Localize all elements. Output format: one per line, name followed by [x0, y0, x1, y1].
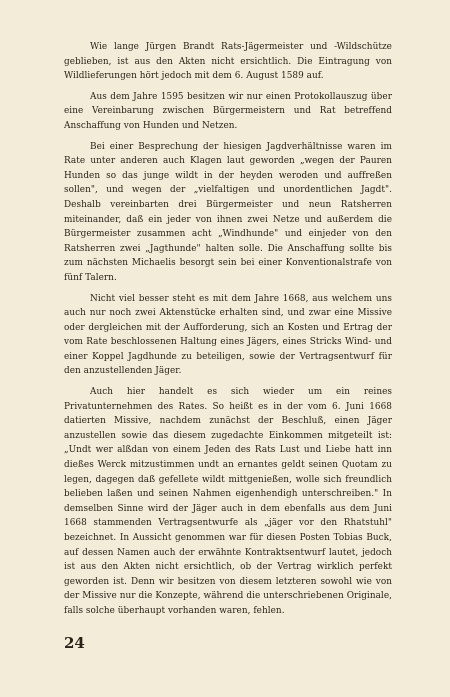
page-number: 24	[64, 634, 85, 652]
paragraph-4: Nicht viel besser steht es mit dem Jahre 1668, aus welchem uns auch nur noch zwei Aktenstücke erhalten sind, und zwar eine Missive oder dergleichen mit der Aufforderung, sich an Kosten und Ertrag der vom Rate beschlossenen Haltung eines Jägers, eines Stricks Wind- und einer Koppel Jagdhunde zu beteiligen, sowie der Vertragsentwurf für den anzustellenden Jäger.	[64, 293, 392, 377]
paragraph-5: Auch hier handelt es sich wieder um ein reines Privatunternehmen des Rates. So heißt es in der vom 6. Juni 1668 datierten Missive, nachdem zunächst der Beschluß, einen Jäger anzustellen sowie das diesem zugedachte Einkommen mitgeteilt ist: „Undt wer alßdan von einem Jeden des Rats Lust und Liebe hatt inn dießes Werck mitzustimmen undt an ernantes geldt seinen Quotam zu legen, dagegen daß gefellete wildt mittgenießen, wolle sich freundlich belieben laßen und seinen Nahmen eigenhendigh unterschreiben." In demselben Sinne wird der Jäger auch in dem ebenfalls aus dem Juni 1668 stammenden Vertragsentwurfe als „jäger vor den Rhatstuhl" bezeichnet. In Aussicht genommen war für diesen Posten Tobias Buck, auf dessen Namen auch der erwähnte Kontraktsentwurf lautet, jedoch ist aus den Akten nicht ersichtlich, ob der Vertrag wirklich perfekt geworden ist. Denn wir besitzen von diesem letzteren sowohl wie von der Missive nur die Konzepte, während die unterschriebenen Originale, falls solche überhaupt vorhanden waren, fehlen.	[64, 387, 392, 616]
paragraph-3: Bei einer Besprechung der hiesigen Jagdverhältnisse waren im Rate unter anderen auch Klagen laut geworden „wegen der Pauren Hunden so das junge wildt in der heyden weroden und auffreßen sollen", und wegen der „vielfaltigen und unordentlichen Jagdt". Deshalb vereinbarten drei Bürgermeister und neun Ratsherren miteinander, daß ein jeder von ihnen zwei Netze und außerdem die Bürgermeister zusammen acht „Windhunde" und einjeder von den Ratsherren zwei „Jagthunde" halten solle. Die Anschaffung sollte bis zum nächsten Michaelis besorgt sein bei einer Konventionalstrafe von fünf Talern.	[64, 141, 392, 283]
paragraph-2: Aus dem Jahre 1595 besitzen wir nur einen Protokollauszug über eine Vereinbarung zwischen Bürgermeistern und Rat betreffend Anschaffung von Hunden und Netzen.	[64, 91, 392, 131]
paragraph-1: Wie lange Jürgen Brandt Rats-Jägermeister und -Wildschütze geblieben, ist aus den Akten nicht ersichtlich. Die Eintragung von Wildlieferungen hört jedoch mit dem 6. August 1589 auf.	[64, 42, 392, 82]
